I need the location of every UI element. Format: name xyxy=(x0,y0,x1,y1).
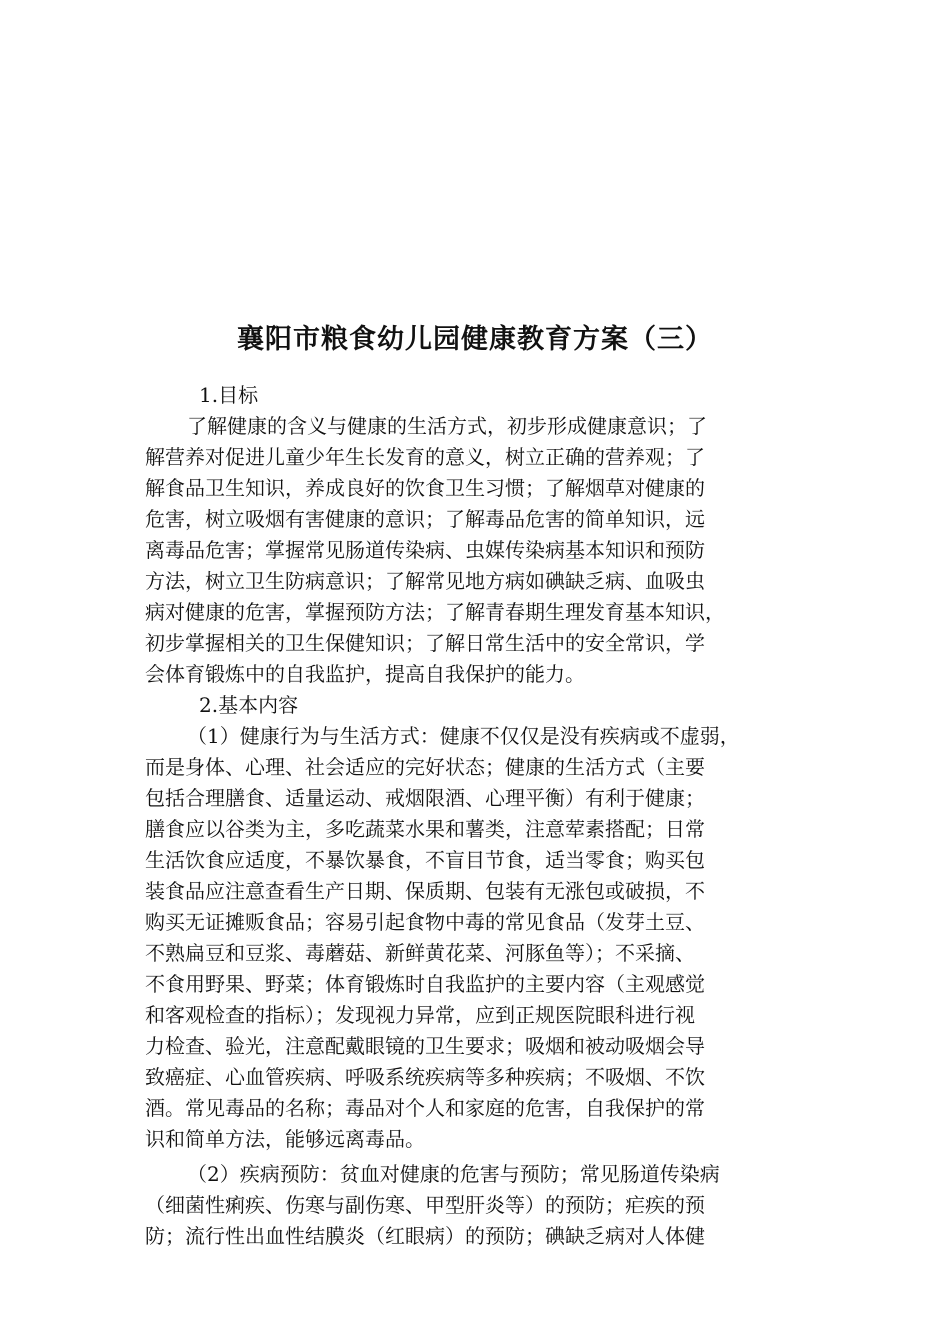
paragraph-line: 生活饮食应适度，不暴饮暴食，不盲目节食，适当零食；购买包 xyxy=(145,848,705,872)
section-heading-goals: 1.目标 xyxy=(199,383,259,407)
paragraph-line: 初步掌握相关的卫生保健知识；了解日常生活中的安全常识，学 xyxy=(145,631,705,655)
section-heading-content: 2.基本内容 xyxy=(199,693,299,717)
paragraph-line: 识和简单方法，能够远离毒品。 xyxy=(145,1127,425,1151)
paragraph-line: 离毒品危害；掌握常见肠道传染病、虫媒传染病基本知识和预防 xyxy=(145,538,705,562)
paragraph-line: 力检查、验光，注意配戴眼镜的卫生要求；吸烟和被动吸烟会导 xyxy=(145,1034,705,1058)
paragraph-line: 不食用野果、野菜；体育锻炼时自我监护的主要内容（主观感觉 xyxy=(145,972,705,996)
paragraph-line: 防；流行性出血性结膜炎（红眼病）的预防；碘缺乏病对人体健 xyxy=(145,1224,705,1248)
paragraph-line: （细菌性痢疾、伤寒与副伤寒、甲型肝炎等）的预防；疟疾的预 xyxy=(145,1193,705,1217)
paragraph-line: 膳食应以谷类为主，多吃蔬菜水果和薯类，注意荤素搭配；日常 xyxy=(145,817,705,841)
paragraph-line: 酒。常见毒品的名称；毒品对个人和家庭的危害，自我保护的常 xyxy=(145,1096,705,1120)
paragraph-line: 包括合理膳食、适量运动、戒烟限酒、心理平衡）有利于健康； xyxy=(145,786,705,810)
paragraph-line: （1）健康行为与生活方式：健康不仅仅是没有疾病或不虚弱， xyxy=(187,724,740,748)
paragraph-line: 购买无证摊贩食品；容易引起食物中毒的常见食品（发芽土豆、 xyxy=(145,910,705,934)
paragraph-line: （2）疾病预防：贫血对健康的危害与预防；常见肠道传染病 xyxy=(187,1162,720,1186)
document-body xyxy=(145,380,805,1252)
paragraph-line: 解食品卫生知识，养成良好的饮食卫生习惯；了解烟草对健康的 xyxy=(145,476,705,500)
paragraph-line: 会体育锻炼中的自我监护，提高自我保护的能力。 xyxy=(145,662,585,686)
paragraph-line: 解营养对促进儿童少年生长发育的意义，树立正确的营养观；了 xyxy=(145,445,705,469)
paragraph-line: 方法，树立卫生防病意识；了解常见地方病如碘缺乏病、血吸虫 xyxy=(145,569,705,593)
paragraph-line: 装食品应注意查看生产日期、保质期、包装有无涨包或破损，不 xyxy=(145,879,705,903)
paragraph-line: 危害，树立吸烟有害健康的意识；了解毒品危害的简单知识，远 xyxy=(145,507,705,531)
paragraph-line: 不熟扁豆和豆浆、毒蘑菇、新鲜黄花菜、河豚鱼等）；不采摘、 xyxy=(145,941,695,965)
paragraph-line: 和客观检查的指标）；发现视力异常，应到正规医院眼科进行视 xyxy=(145,1003,695,1027)
paragraph-line: 了解健康的含义与健康的生活方式，初步形成健康意识；了 xyxy=(187,414,707,438)
page-title: 襄阳市粮食幼儿园健康教育方案（三） xyxy=(237,324,713,355)
paragraph-line: 病对健康的危害，掌握预防方法；了解青春期生理发育基本知识， xyxy=(145,600,725,624)
paragraph-line: 致癌症、心血管疾病、呼吸系统疾病等多种疾病；不吸烟、不饮 xyxy=(145,1065,705,1089)
paragraph-line: 而是身体、心理、社会适应的完好状态；健康的生活方式（主要 xyxy=(145,755,705,779)
